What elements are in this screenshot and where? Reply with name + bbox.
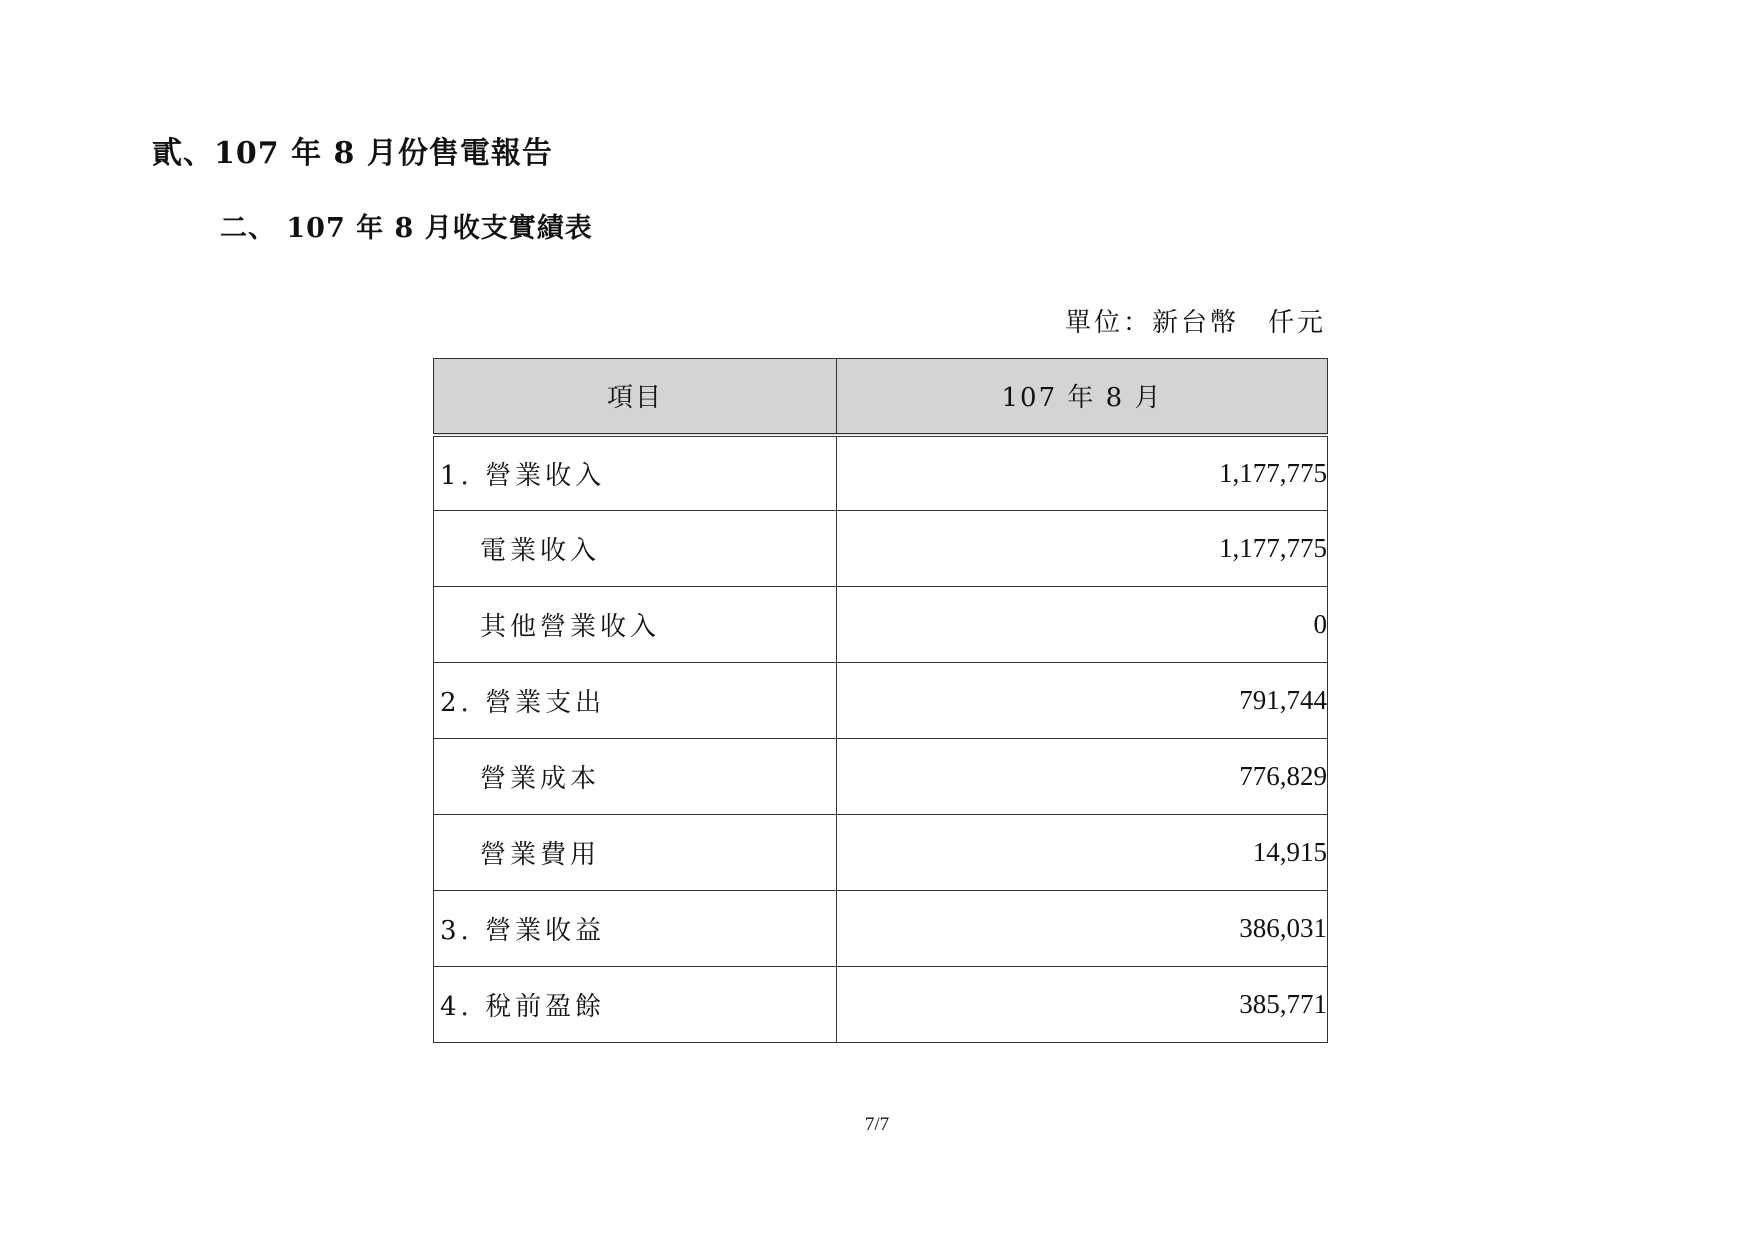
row-value: 386,031 — [837, 891, 1328, 967]
table-row — [434, 815, 1328, 891]
table-row — [434, 587, 1328, 663]
row-value: 0 — [837, 587, 1328, 663]
table-row — [434, 967, 1328, 1043]
row-value: 791,744 — [837, 663, 1328, 739]
income-expense-table — [433, 358, 1328, 1043]
table-header-row — [434, 359, 1328, 435]
table-row — [434, 435, 1328, 511]
table-row — [434, 739, 1328, 815]
row-label: 2. 營業支出 — [434, 663, 837, 739]
row-label: 3. 營業收益 — [434, 891, 837, 967]
column-header-period: 107 年 8 月 — [837, 359, 1328, 435]
main-heading: 貳、107 年 8 月份售電報告 — [152, 136, 553, 171]
row-value: 14,915 — [837, 815, 1328, 891]
unit-note: 單位：新台幣 仟元 — [1064, 308, 1326, 338]
column-header-item: 項目 — [434, 359, 837, 435]
table-row — [434, 663, 1328, 739]
table-row — [434, 891, 1328, 967]
row-value: 385,771 — [837, 967, 1328, 1043]
table-row — [434, 511, 1328, 587]
row-label: 1. 營業收入 — [434, 435, 837, 511]
page-number: 7/7 — [864, 1114, 890, 1135]
row-label: 營業成本 — [434, 739, 837, 815]
row-label: 營業費用 — [434, 815, 837, 891]
row-value: 776,829 — [837, 739, 1328, 815]
row-value: 1,177,775 — [837, 435, 1328, 511]
sub-heading: 二、 107 年 8 月收支實績表 — [220, 213, 593, 244]
row-value: 1,177,775 — [837, 511, 1328, 587]
row-label: 4. 稅前盈餘 — [434, 967, 837, 1043]
row-label: 其他營業收入 — [434, 587, 837, 663]
row-label: 電業收入 — [434, 511, 837, 587]
